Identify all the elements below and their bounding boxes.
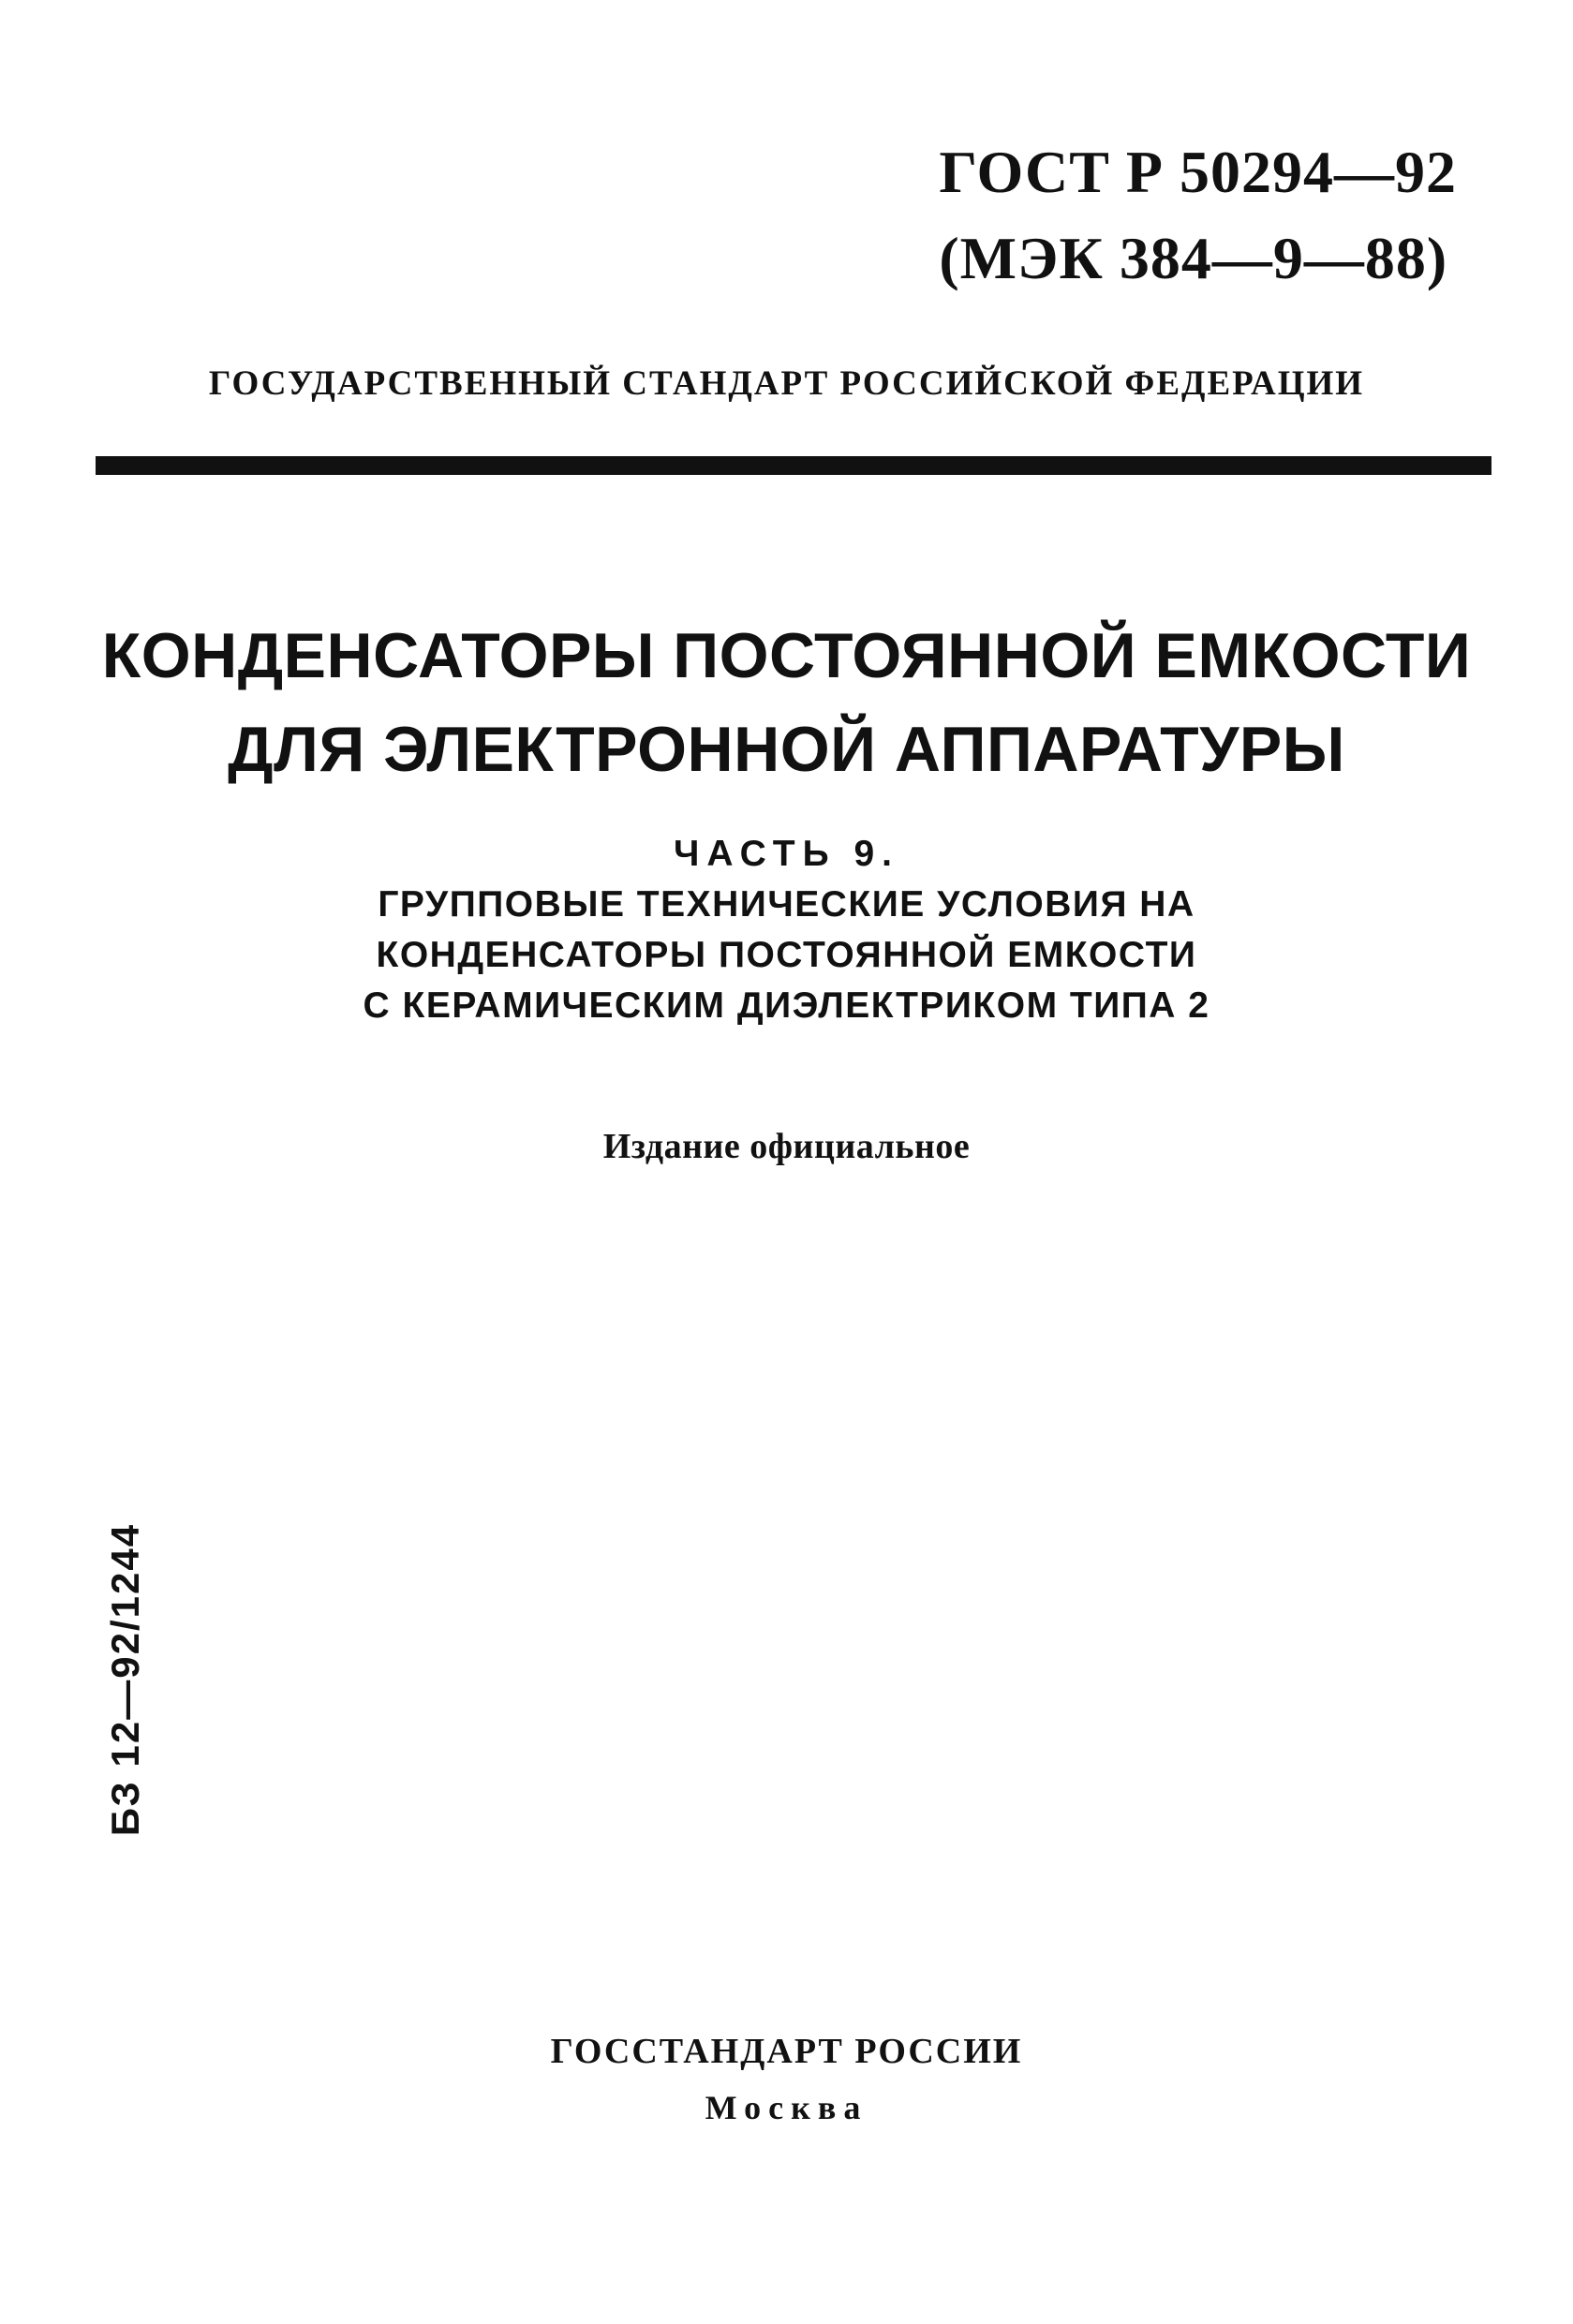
state-standard-heading: ГОСУДАРСТВЕННЫЙ СТАНДАРТ РОССИЙСКОЙ ФЕДЕРАЦИИ xyxy=(208,364,1365,403)
part-line-1: ГРУППОВЫЕ ТЕХНИЧЕСКИЕ УСЛОВИЯ НА xyxy=(378,884,1195,925)
part-label: ЧАСТЬ 9. xyxy=(673,834,899,874)
standard-designation xyxy=(939,129,1457,302)
designation-gost: ГОСТ Р 50294—92 xyxy=(939,139,1457,205)
title-line-2: ДЛЯ ЭЛЕКТРОННОЙ АППАРАТУРЫ xyxy=(228,714,1345,785)
edition-label: Издание официальное xyxy=(602,1127,971,1166)
title-line-1: КОНДЕНСАТОРЫ ПОСТОЯННОЙ ЕМКОСТИ xyxy=(101,620,1472,691)
document-title xyxy=(0,609,1573,796)
publisher-org: ГОССТАНДАРТ РОССИИ xyxy=(550,2032,1023,2071)
designation-iec: (МЭК 384—9—88) xyxy=(939,225,1448,291)
part-line-2: КОНДЕНСАТОРЫ ПОСТОЯННОЙ ЕМКОСТИ xyxy=(376,935,1197,975)
header-rule xyxy=(96,456,1491,475)
part-line-3: С КЕРАМИЧЕСКИМ ДИЭЛЕКТРИКОМ ТИПА 2 xyxy=(363,985,1210,1026)
publisher-city: Москва xyxy=(705,2089,868,2126)
part-subtitle xyxy=(0,829,1573,1031)
side-code-text: БЗ 12—92/1244 xyxy=(103,1522,147,1837)
publisher-block xyxy=(0,2023,1573,2136)
